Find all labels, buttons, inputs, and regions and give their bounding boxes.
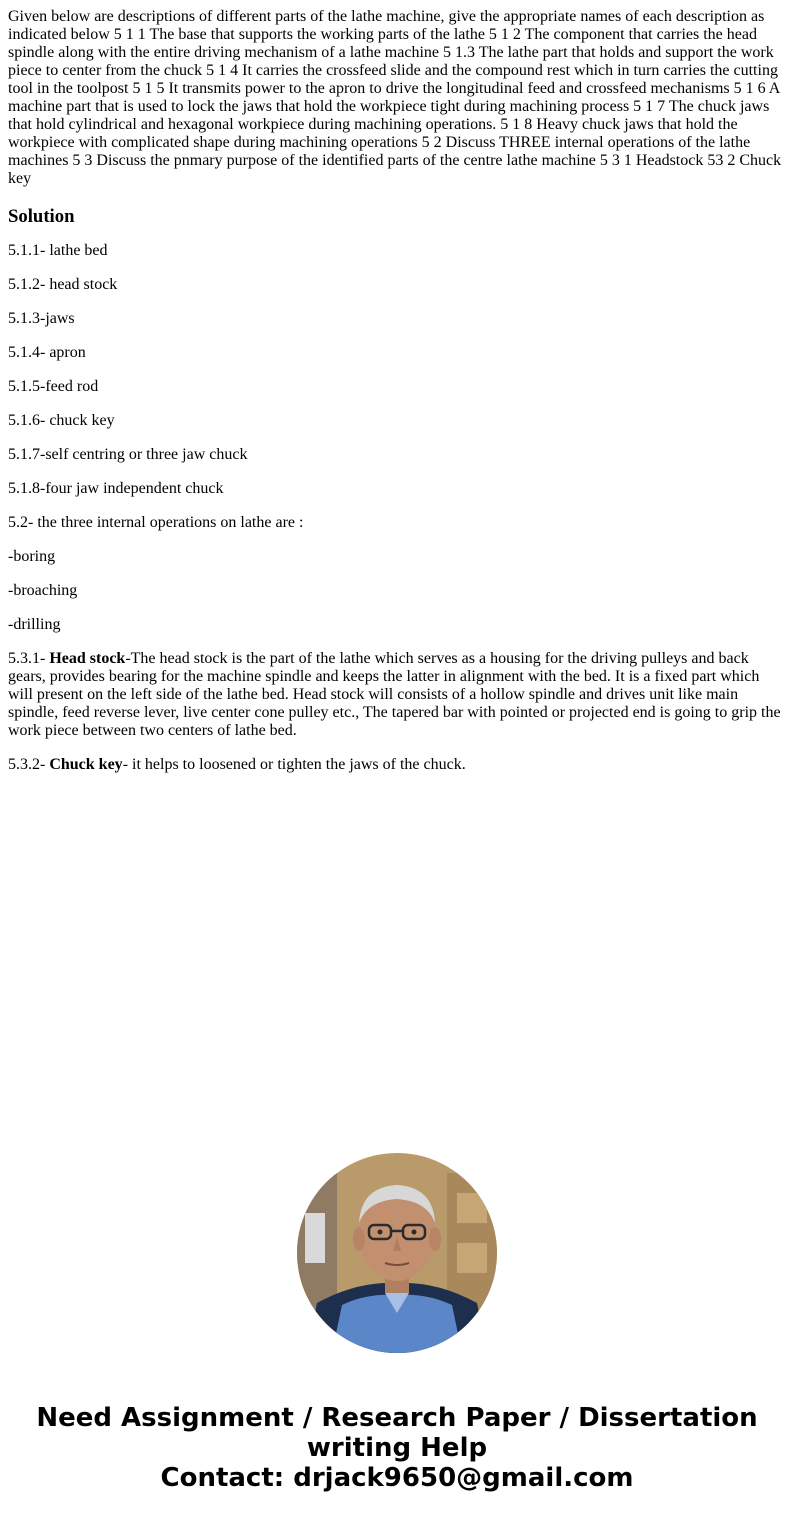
answer-boring: -boring	[8, 548, 56, 565]
question-text: Given below are descriptions of different parts of the lathe machine, give the appropriate names of each description as indicated below 5 1 1 The base that supports the working parts of the lathe 5 1 2 The component that carries the head spindle along with the entire driving mechanism of a lathe machine 5 1.3 The lathe part that holds and support the work piece to center from the chuck 5 1 4 It carries the crossfeed slide and the compound rest which in turn carries the cutting tool in the toolpost 5 1 5 It transmits power to the apron to drive the longitudinal feed and crossfeed mechanisms 5 1 6 A machine part that is used to lock the jaws that hold the workpiece tight during machining process 5 1 7 The chuck jaws that hold cylindrical and hexagonal workpiece during machining operations. 5 1 8 Heavy chuck jaws that hold the workpiece with complicated shape during machining operations 5 2 Discuss THREE internal operations of the lathe machines 5 3 Discuss the pnmary purpose of the identified parts of the centre lathe machine 5 3 1 Headstock 53 2 Chuck key	[8, 8, 782, 187]
answer-5-3-1-text: -The head stock is the part of the lathe which serves as a housing for the driving pulleys and back gears, provides bearing for the machine spindle and keeps the latter in alignment with the bed. It is a fixed part which will present on the left side of the lathe bed. Head stock will consists of a hollow spindle and drives unit like main spindle, feed reverse lever, live center cone pulley etc., The tapered bar with pointed or projected end is going to grip the work piece between two centers of lathe bed.	[8, 650, 781, 739]
avatar	[297, 1153, 497, 1353]
promo-line-1: Need Assignment / Research Paper / Dissertation	[36, 1403, 758, 1433]
answer-5-3-1-prefix: 5.3.1-	[8, 650, 50, 667]
promo-line-2: writing Help	[306, 1433, 488, 1463]
answer-5-1-2: 5.1.2- head stock	[8, 276, 118, 293]
answer-5-1-8: 5.1.8-four jaw independent chuck	[8, 480, 224, 497]
answer-5-3-2	[8, 756, 786, 774]
answer-5-1-1: 5.1.1- lathe bed	[8, 242, 108, 259]
avatar-portrait	[297, 1153, 497, 1353]
answer-5-3-2-text: - it helps to loosened or tighten the jaws of the chuck.	[122, 756, 466, 773]
answer-5-1-6: 5.1.6- chuck key	[8, 412, 115, 429]
answer-5-3-1	[8, 650, 786, 740]
answer-5-1-4: 5.1.4- apron	[8, 344, 86, 361]
answer-5-1-7: 5.1.7-self centring or three jaw chuck	[8, 446, 248, 463]
answer-5-2-intro: 5.2- the three internal operations on lathe are :	[8, 514, 304, 531]
answer-5-1-5: 5.1.5-feed rod	[8, 378, 99, 395]
answer-5-3-2-term: Chuck key	[49, 756, 123, 773]
answer-5-1-3: 5.1.3-jaws	[8, 310, 75, 327]
document-content	[8, 8, 786, 790]
solution-heading: Solution	[8, 206, 75, 227]
promo-banner	[0, 1403, 794, 1493]
answer-5-3-2-prefix: 5.3.2-	[8, 756, 50, 773]
promo-contact: Contact: drjack9650@gmail.com	[160, 1463, 634, 1493]
answer-broaching: -broaching	[8, 582, 78, 599]
answer-drilling: -drilling	[8, 616, 61, 633]
answer-5-3-1-term: Head stock	[49, 650, 126, 667]
